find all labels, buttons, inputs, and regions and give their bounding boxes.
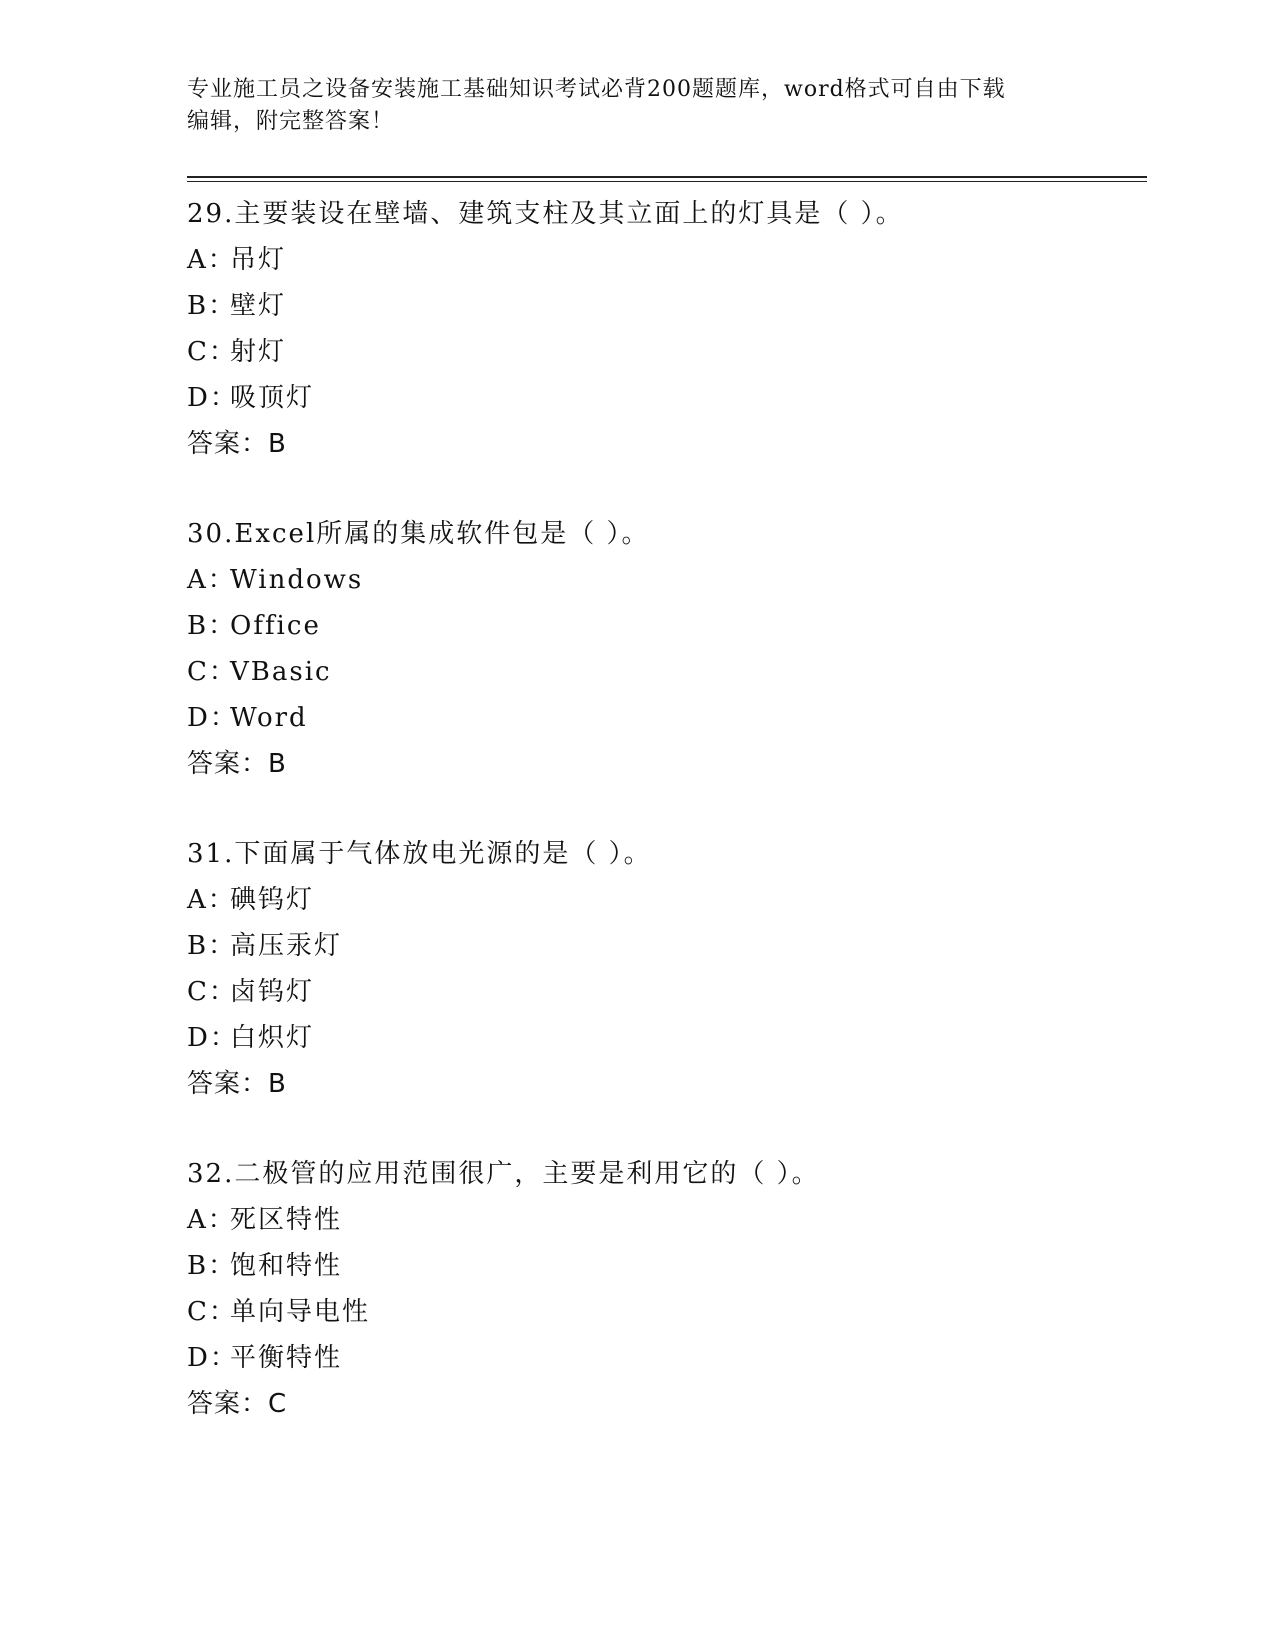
option-d <box>187 1015 1147 1061</box>
option-text: 高压汞灯 <box>230 931 343 961</box>
option-letter: B： <box>187 1251 237 1281</box>
header-line-2: 编辑，附完整答案！ <box>187 109 395 134</box>
option-letter: D： <box>187 383 238 413</box>
question-stem: 30.Excel所属的集成软件包是（ ）。 <box>187 519 650 549</box>
option-text: 碘钨灯 <box>230 885 315 915</box>
option-letter: C： <box>187 977 237 1007</box>
option-text: 饱和特性 <box>230 1251 343 1281</box>
option-letter: C： <box>187 1297 237 1327</box>
option-text: Office <box>230 611 321 641</box>
option-a <box>187 1197 1147 1243</box>
option-c <box>187 329 1147 375</box>
answer-line: 答案：B <box>187 1069 287 1099</box>
option-text: 卤钨灯 <box>230 977 315 1007</box>
option-b <box>187 603 1147 649</box>
option-b <box>187 1243 1147 1289</box>
option-letter: A： <box>187 245 236 275</box>
answer-line: 答案：B <box>187 429 287 459</box>
option-letter: D： <box>187 1023 238 1053</box>
question-stem: 31.下面属于气体放电光源的是（ ）。 <box>187 839 652 869</box>
question-32 <box>187 1151 1147 1427</box>
option-text: VBasic <box>230 657 332 687</box>
option-letter: C： <box>187 337 237 367</box>
header-line-1: 专业施工员之设备安装施工基础知识考试必背200题题库，word格式可自由下载 <box>187 77 1006 102</box>
option-text: 死区特性 <box>230 1205 343 1235</box>
option-letter: B： <box>187 931 237 961</box>
option-letter: B： <box>187 611 237 641</box>
option-letter: D： <box>187 703 238 733</box>
option-b <box>187 923 1147 969</box>
option-text: 壁灯 <box>230 291 287 321</box>
option-a <box>187 557 1147 603</box>
option-letter: C： <box>187 657 237 687</box>
option-letter: B： <box>187 291 237 321</box>
answer-line: 答案：C <box>187 1389 288 1419</box>
header-divider-thin <box>187 181 1147 182</box>
document-header <box>187 74 1087 138</box>
option-d <box>187 695 1147 741</box>
option-c <box>187 649 1147 695</box>
option-letter: A： <box>187 565 236 595</box>
option-c <box>187 1289 1147 1335</box>
option-letter: A： <box>187 1205 236 1235</box>
option-d <box>187 375 1147 421</box>
question-stem: 32.二极管的应用范围很广，主要是利用它的（ ）。 <box>187 1159 820 1189</box>
question-stem: 29.主要装设在壁墙、建筑支柱及其立面上的灯具是（ ）。 <box>187 199 904 229</box>
option-letter: D： <box>187 1343 238 1373</box>
option-text: 射灯 <box>230 337 287 367</box>
option-text: 单向导电性 <box>230 1297 371 1327</box>
option-c <box>187 969 1147 1015</box>
option-d <box>187 1335 1147 1381</box>
option-text: 吊灯 <box>230 245 287 275</box>
option-a <box>187 237 1147 283</box>
option-letter: A： <box>187 885 236 915</box>
option-text: Word <box>230 703 308 733</box>
question-31 <box>187 831 1147 1107</box>
option-text: Windows <box>230 565 364 595</box>
question-list <box>187 191 1147 1471</box>
option-text: 白炽灯 <box>230 1023 315 1053</box>
option-text: 吸顶灯 <box>230 383 315 413</box>
header-divider-thick <box>187 176 1147 178</box>
question-29 <box>187 191 1147 467</box>
option-b <box>187 283 1147 329</box>
question-30 <box>187 511 1147 787</box>
option-a <box>187 877 1147 923</box>
option-text: 平衡特性 <box>230 1343 343 1373</box>
answer-line: 答案：B <box>187 749 287 779</box>
